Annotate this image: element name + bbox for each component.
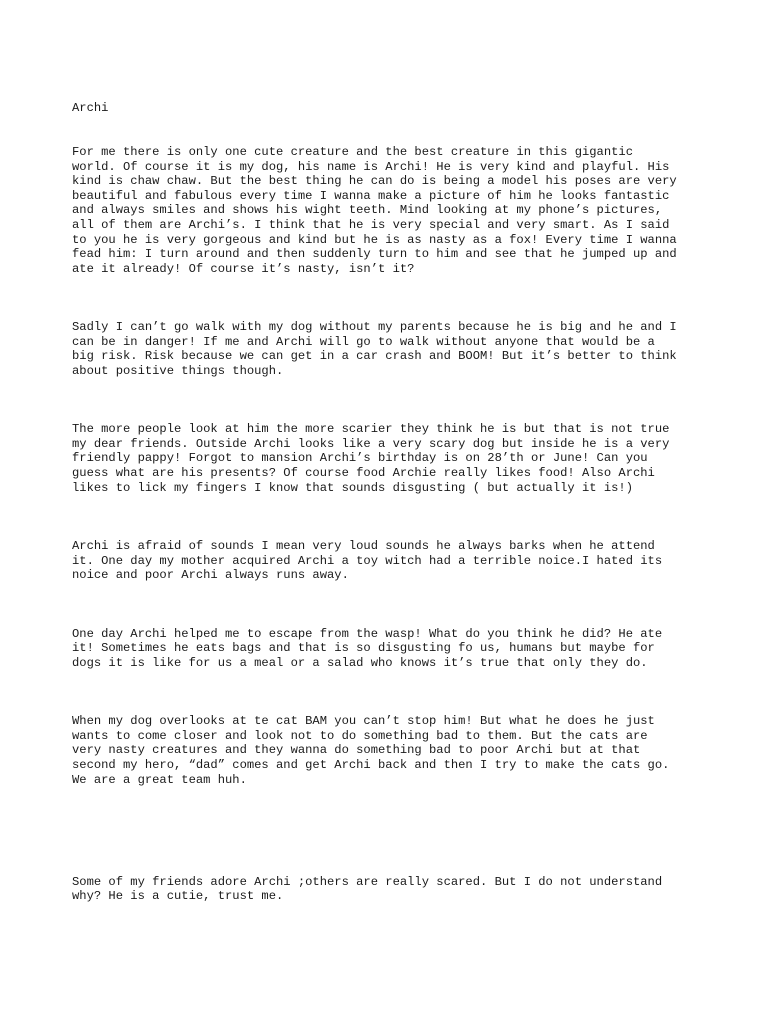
document-body <box>72 72 712 948</box>
paragraph-appearance: The more people look at him the more scarier they think he is but that is not true my dear friends. Outside Archi looks like a very scary dog but inside he is a very friendly pappy! Forgot to mansion Archi’s birthday is on 28’th or June! Can you guess what are his presents? Of course food Archie really likes food! Also Archi likes to lick my fingers I know that sounds disgusting ( but actually it is!) <box>72 422 670 495</box>
blank-line <box>72 831 712 846</box>
paragraph-sounds: Archi is afraid of sounds I mean very loud sounds he always barks when he attend it. One day my mother acquired Archi a toy witch had a terrible noice.I hated its noice and poor Archi always runs away. <box>72 539 663 583</box>
paragraph-wasp: One day Archi helped me to escape from the wasp! What do you think he did? He ate it! Sometimes he eats bags and that is so disgusting fo us, humans but maybe for dogs it is like for us a meal or a salad who knows it’s true that only they do. <box>72 626 663 670</box>
paragraph-cats: When my dog overlooks at te cat BAM you can’t stop him! But what he does he just wants to come closer and look not to do something bad to them. But the cats are very nasty creatures and they wanna do something bad to poor Archi but at that second my hero, “dad” comes and get Archi back and then I try to make the cats go. We are a great team huh. <box>72 714 670 787</box>
document-title: Archi <box>72 101 109 116</box>
paragraph-intro: For me there is only one cute creature and the best creature in this gigantic world. Of course it is my dog, his name is Archi! He is very kind and playful. His kind is chaw chaw. But the best thing he can do is being a model his poses are very beautiful and fabulous every time I wanna make a picture of him he looks fantastic and always smiles and shows his wight teeth. Mind looking at my phone’s pictures, all of them are Archi’s. I think that he is very special and very smart. As I said to you he is very gorgeous and kind but he is as nasty as a fox! Every time I wanna fead him: I turn around and then suddenly turn to him and see that he jumped up and ate it already! Of course it’s nasty, isn’t it? <box>72 144 677 276</box>
paragraph-walking: Sadly I can’t go walk with my dog without my parents because he is big and he and I can be in danger! If me and Archi will go to walk without anyone that would be a big risk. Risk because we can get in a car crash and BOOM! But it’s better to think about positive things though. <box>72 320 677 378</box>
paragraph-friends: Some of my friends adore Archi ;others are really scared. But I do not understand why? He is a cutie, trust me. <box>72 874 663 904</box>
